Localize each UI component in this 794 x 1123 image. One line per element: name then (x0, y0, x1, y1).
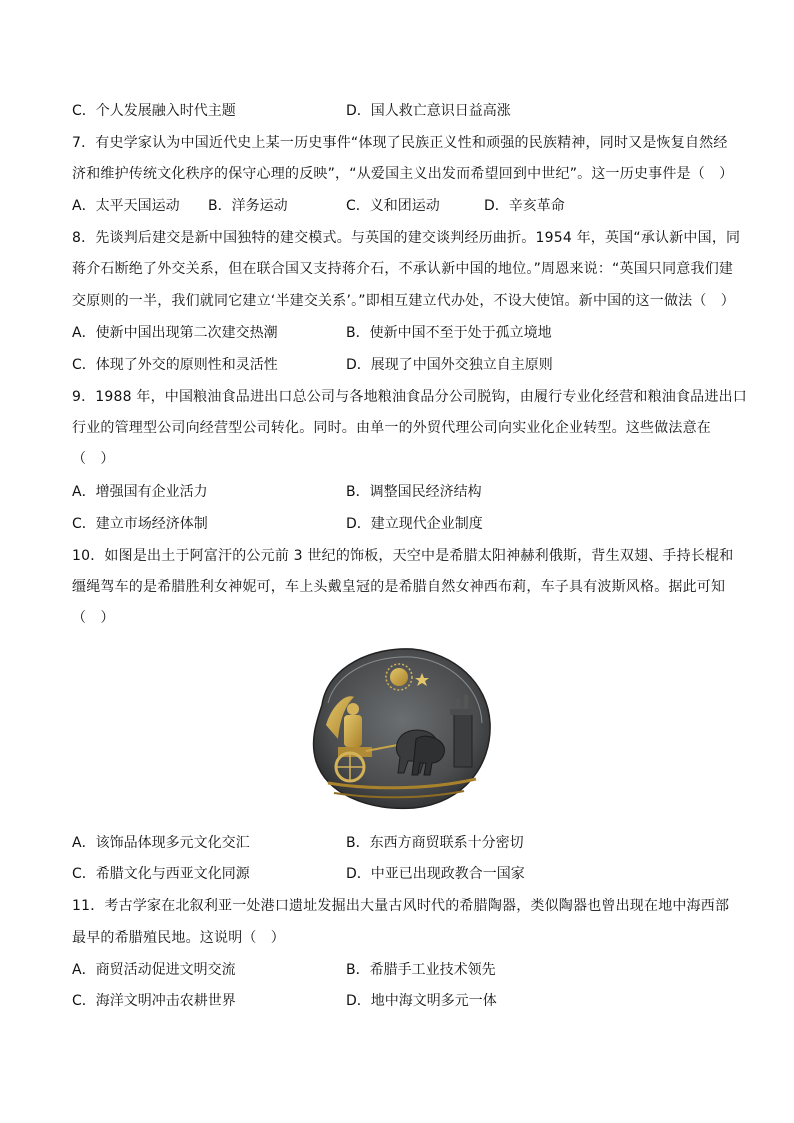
q7-option-b: B．洋务运动 (208, 198, 288, 214)
q6-option-d: D．国人救亡意识日益高涨 (346, 103, 511, 119)
q7-stem-line-2: 济和维护传统文化秩序的保守心理的反映”，“从爱国主义出发而希望回到中世纪”。这一历史事件是（ ） (72, 166, 734, 182)
q9-option-b: B．调整国民经济结构 (346, 484, 482, 500)
q10-option-c: C．希腊文化与西亚文化同源 (72, 866, 250, 882)
q11-option-a: A．商贸活动促进文明交流 (72, 962, 236, 978)
q10-stem-line-2: 缰绳驾车的是希腊胜利女神妮可，车上头戴皇冠的是希腊自然女神西布莉，车子具有波斯风格。据此可知 (72, 579, 726, 595)
q10-stem-line-3: （ ） (72, 610, 115, 626)
q8-option-c: C．体现了外交的原则性和灵活性 (72, 357, 278, 373)
q9-stem-line-3: （ ） (72, 451, 115, 467)
q11-option-d: D．地中海文明多元一体 (346, 993, 497, 1009)
q11-option-b: B．希腊手工业技术领先 (346, 962, 496, 978)
q7-option-a: A．太平天国运动 (72, 198, 180, 214)
q10-option-a: A．该饰品体现多元文化交汇 (72, 835, 250, 851)
q11-stem-line-2: 最早的希腊殖民地。这说明（ ） (72, 930, 285, 946)
q6-option-c: C．个人发展融入时代主题 (72, 103, 236, 119)
q9-stem-line-1: 9．1988 年，中国粮油食品进出口总公司与各地粮油食品分公司脱钩，由履行专业化经营和粮油食品进出口 (72, 389, 747, 405)
q10-option-b: B．东西方商贸联系十分密切 (346, 835, 524, 851)
q7-option-d: D．辛亥革命 (484, 198, 565, 214)
q7-option-c: C．义和团运动 (346, 198, 440, 214)
q8-option-a: A．使新中国出现第二次建交热潮 (72, 325, 278, 341)
q9-stem-line-2: 行业的管理型公司向经营型公司转化。同时。由单一的外贸代理公司向实业化企业转型。这些做法意在 (72, 420, 711, 436)
q8-stem-line-2: 蒋介石断绝了外交关系，但在联合国又支持蒋介石，不承认新中国的地位。”周恩来说：“英国只同意我们建 (72, 261, 734, 277)
q7-stem-line-1: 7．有史学家认为中国近代史上某一历史事件“体现了民族正义性和顽强的民族精神，同时又是恢复自然经 (72, 135, 728, 151)
q8-stem-line-1: 8．先谈判后建交是新中国独特的建交模式。与英国的建交谈判经历曲折。1954 年，英国“承认新中国，同 (72, 230, 741, 246)
q8-option-d: D．展现了中国外交独立自主原则 (346, 357, 553, 373)
q9-option-d: D．建立现代企业制度 (346, 516, 483, 532)
q8-stem-line-3: 交原则的一半，我们就同它建立‘半建交关系’。”即相互建立代办处，不设大使馆。新中国的这一做法（ ） (72, 293, 735, 309)
q10-stem-line-1: 10．如图是出土于阿富汗的公元前 3 世纪的饰板，天空中是希腊太阳神赫利俄斯，背生双翅、手持长棍和 (72, 548, 734, 564)
q11-stem-line-1: 11．考古学家在北叙利亚一处港口遗址发掘出大量古风时代的希腊陶器，类似陶器也曾出现在地中海西部 (72, 898, 730, 914)
q8-option-b: B．使新中国不至于处于孤立境地 (346, 325, 552, 341)
q10-option-d: D．中亚已出现政教合一国家 (346, 866, 525, 882)
q9-option-a: A．增强国有企业活力 (72, 484, 208, 500)
afghan-plaque-image (304, 643, 494, 811)
q9-option-c: C．建立市场经济体制 (72, 516, 208, 532)
q11-option-c: C．海洋文明冲击农耕世界 (72, 993, 236, 1009)
